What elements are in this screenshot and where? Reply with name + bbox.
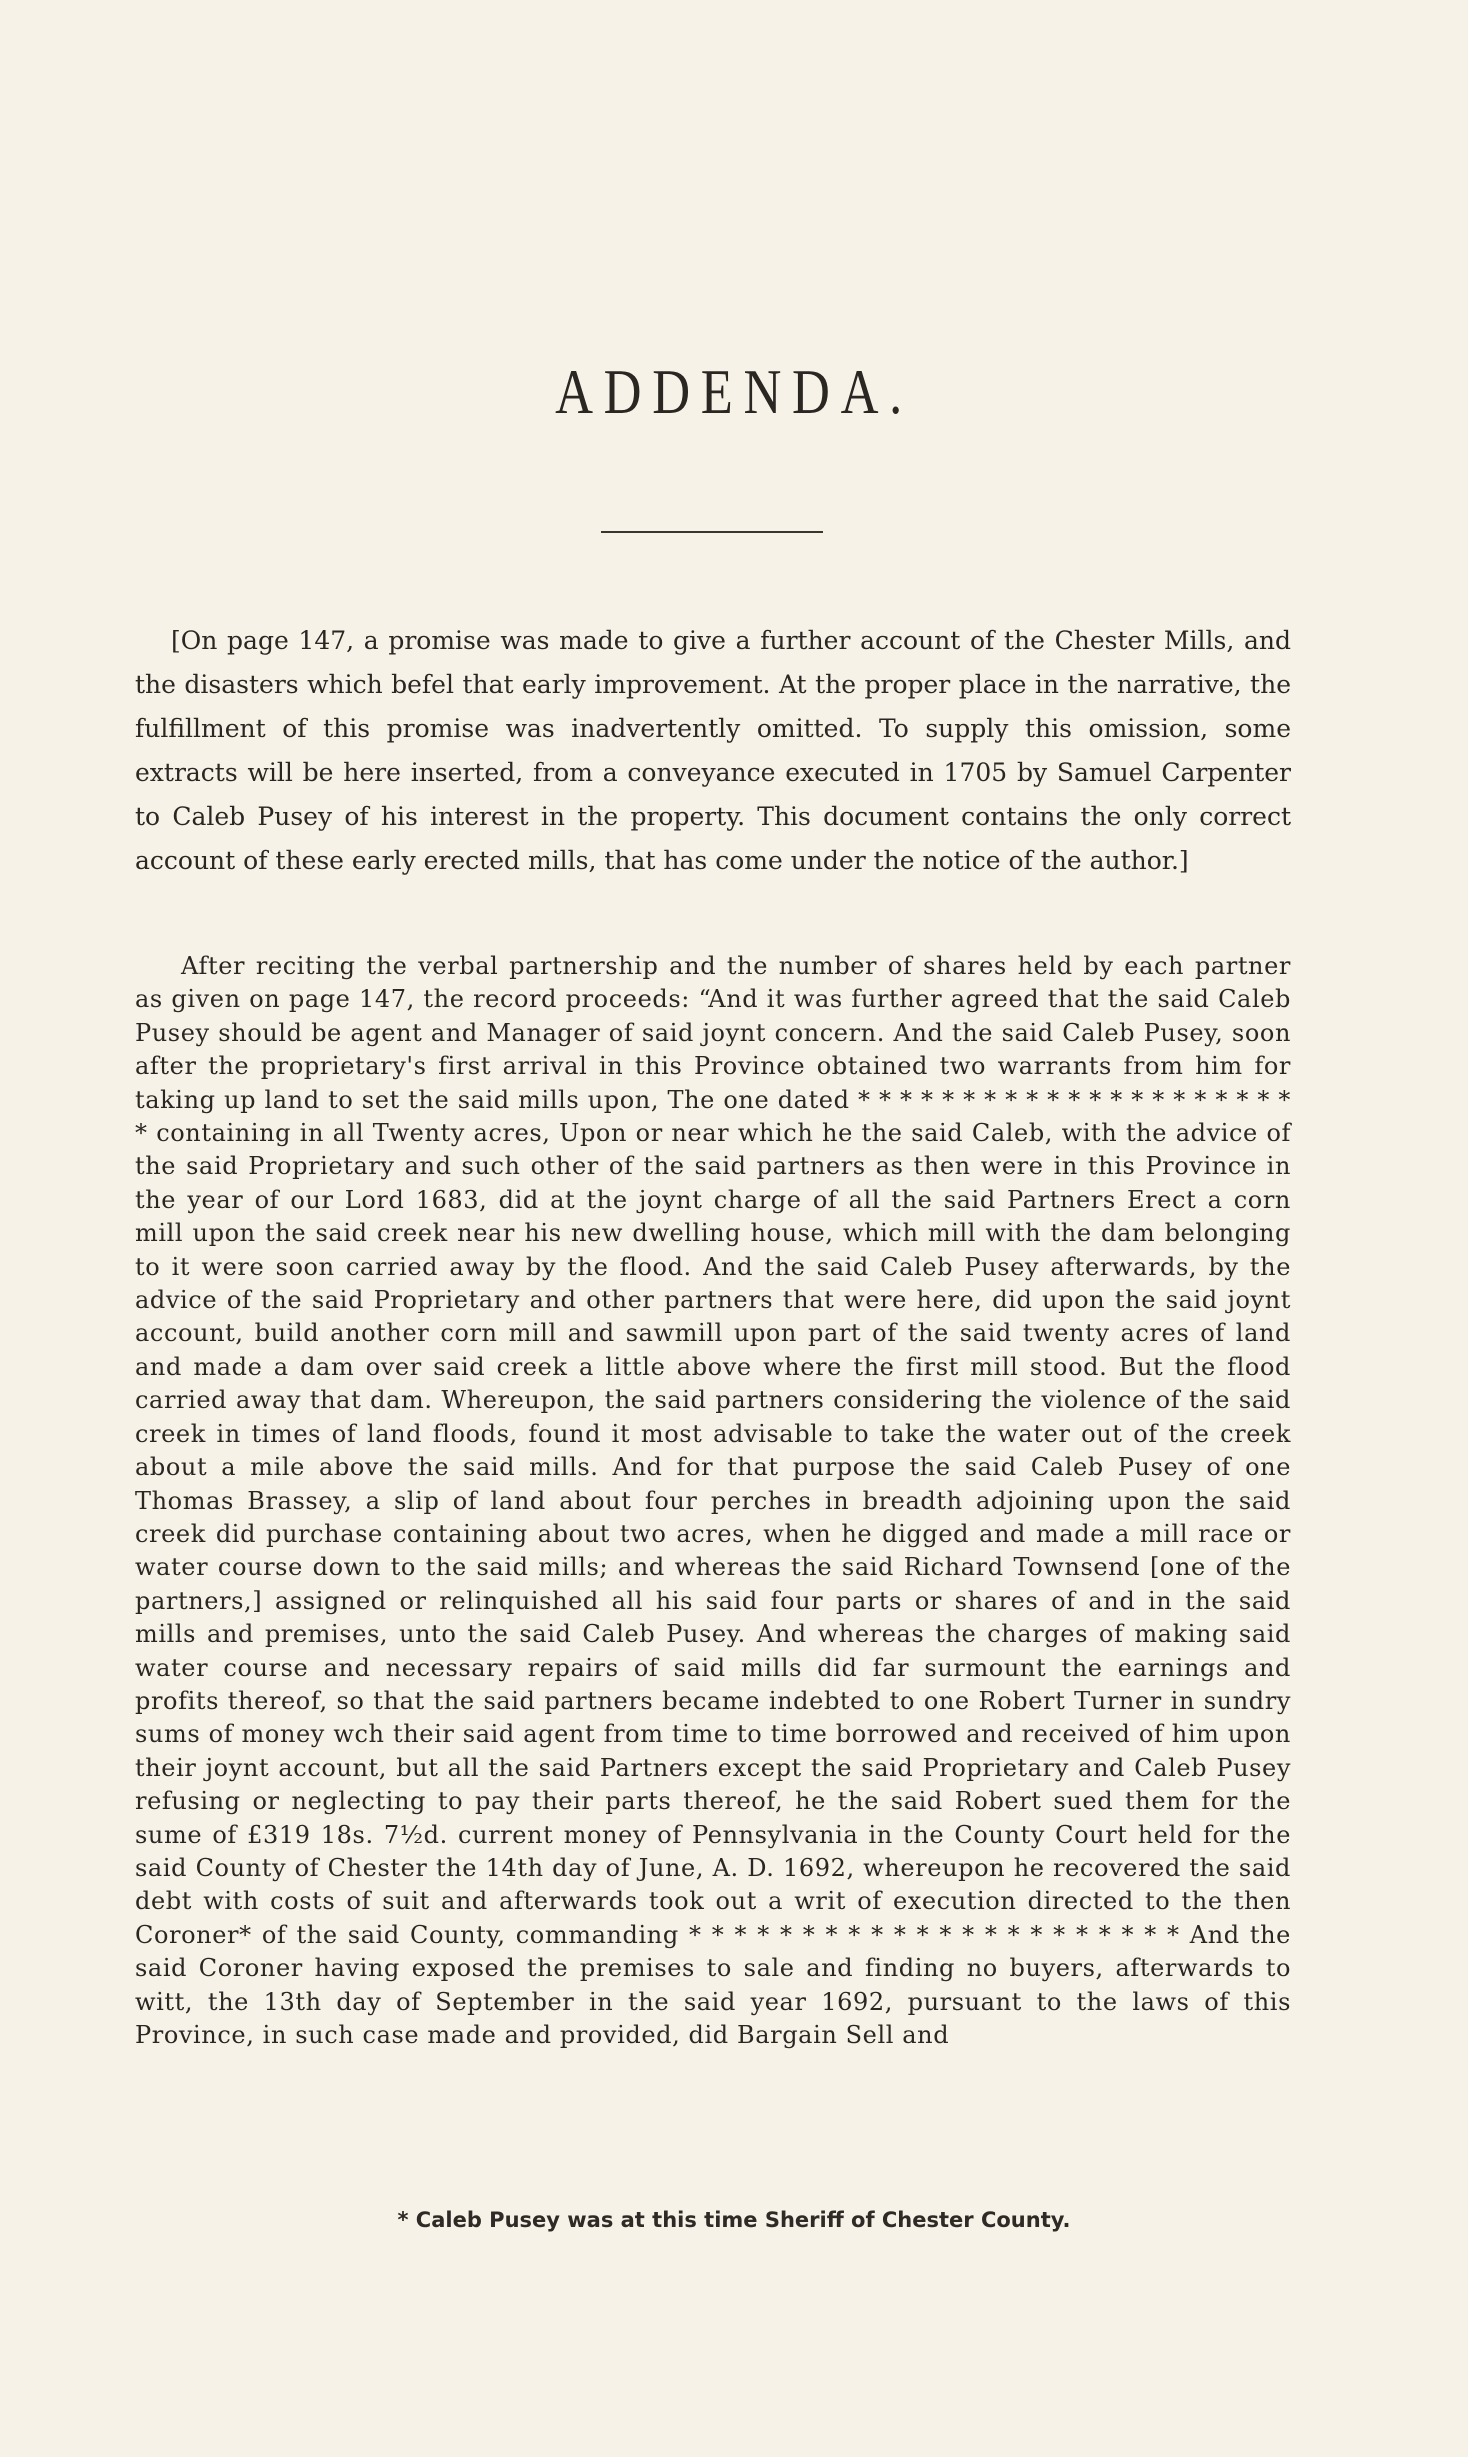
intro-paragraph: [On page 147, a promise was made to give a further account of the Chester Mills, and the disasters which befel that early improvement. At the proper place in the narrative, the fulfillment of this promise was inadvertently omitted. To supply this omission, some extracts will be here inserted, from a conveyance executed in 1705 by Samuel Carpenter to Caleb Pusey of his interest in the property. This document contains the only correct account of these early erected mills, that has come under the notice of the author.] bbox=[135, 626, 1291, 875]
extract-paragraph: After reciting the verbal partnership and the number of shares held by each partner as given on page 147, the record proceeds: “And it was further agreed that the said Caleb Pusey should be agent and Manager of said joynt concern. And the said Caleb Pusey, soon after the proprietary's first arrival in this Province obtained two warrants from him for taking up land to set the said mills upon, The one dated * * * * * * * * * * * * * * * * * * * * * * containing in all Twenty acres, Upon or near which he the said Caleb, with the advice of the said Proprietary and such other of the said partners as then were in this Province in the year of our Lord 1683, did at the joynt charge of all the said Partners Erect a corn mill upon the said creek near his new dwelling house, which mill with the dam belonging to it were soon carried away by the flood. And the said Caleb Pusey afterwards, by the advice of the said Proprietary and other partners that were here, did upon the said joynt account, build another corn mill and sawmill upon part of the said twenty acres of land and made a dam over said creek a little above where the first mill stood. But the flood carried away that dam. Whereupon, the said partners considering the violence of the said creek in times of land floods, found it most advisable to take the water out of the creek about a mile above the said mills. And for that purpose the said Caleb Pusey of one Thomas Brassey, a slip of land about four perches in breadth adjoining upon the said creek did purchase containing about two acres, when he digged and made a mill race or water course down to the said mills; and whereas the said Richard Townsend [one of the partners,] assigned or relinquished all his said four parts or shares of and in the said mills and premises, unto the said Caleb Pusey. And whereas the charges of making said water course and necessary repairs of said mills did far surmount the earnings and profits thereof, so that the said partners became indebted to one Robert Turner in sundry sums of money wch their said agent from time to time borrowed and received of him upon their joynt account, but all the said Partners except the said Proprietary and Caleb Pusey refusing or neglecting to pay their parts thereof, he the said Robert sued them for the sume of £319 18s. 7½d. current money of Pennsylvania in the County Court held for the said County of Chester the 14th day of June, A. D. 1692, whereupon he recovered the said debt with costs of suit and afterwards took out a writ of execution directed to the then Coroner* of the said County, commanding * * * * * * * * * * * * * * * * * * * * * * And the said Coroner having exposed the premises to sale and finding no buyers, afterwards to witt, the 13th day of September in the said year 1692, pursuant to the laws of this Province, in such case made and provided, did Bargain Sell and bbox=[135, 952, 1291, 2049]
title-divider bbox=[601, 531, 823, 533]
page-title: ADDENDA. bbox=[555, 356, 913, 427]
footnote: * Caleb Pusey was at this time Sheriff of Chester County. bbox=[397, 2208, 1071, 2232]
